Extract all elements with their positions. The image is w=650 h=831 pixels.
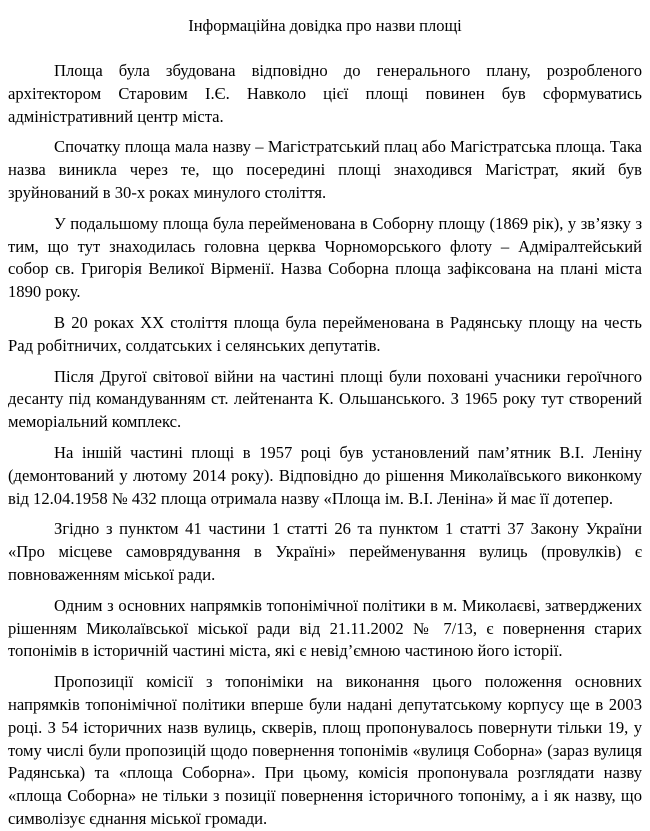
paragraph-6: На іншій частині площі в 1957 році був установлений пам’ятник В.І. Леніну (демонтований у лютому 2014 року). Відповідно до рішення Миколаївського виконкому від 12.04.1958 № 432 площа отримала назву «Площа ім. В.І. Леніна» й має її дотепер. bbox=[8, 442, 642, 508]
paragraph-3: У подальшому площа була перейменована в Соборну площу (1869 рік), у зв’язку з тим, що тут знаходилась головна церква Чорноморського флоту – Адміралтейський собор св. Григорія Великої Вірменії. Назва Соборна площа зафіксована на плані міста 1890 року. bbox=[8, 213, 642, 302]
paragraph-8: Одним з основних напрямків топонімічної політики в м. Миколаєві, затверджених рішенням Миколаївської міської ради від 21.11.2002 № 7/13, є повернення старих топонімів в історичній частині міста, які є невід’ємною частиною його історії. bbox=[8, 595, 642, 661]
paragraph-4: В 20 роках ХХ століття площа була перейменована в Радянську площу на честь Рад робітничих, солдатських і селянських депутатів. bbox=[8, 312, 642, 355]
document-title: Інформаційна довідка про назви площі bbox=[188, 16, 462, 35]
paragraph-2: Спочатку площа мала назву – Магістратський плац або Магістратська площа. Така назва виникла через те, що посередині площі знаходився Магістрат, який був зруйнований в 30-х роках минулого століття. bbox=[8, 137, 642, 202]
paragraph-9: Пропозиції комісії з топоніміки на виконання цього положення основних напрямків топонімічної політики вперше були надані депутатському корпусу ще в 2003 році. З 54 історичних назв вулиць, скверів, площ пропонувалось повернути тільки 19, у тому числі були пропозицій щодо повернення топонімів «вулиця Соборна» (зараз вулиця Радянська) та «площа Соборна». При цьому, комісія пропонувала розглядати назву «площа Соборна» не тільки з позиції повернення історичного топоніму, а і як назву, що символізує єднання міської громади. bbox=[8, 672, 642, 828]
paragraph-7: Згідно з пунктом 41 частини 1 статті 26 та пунктом 1 статті 37 Закону України «Про місцеве самоврядування в Україні» перейменування вулиць (провулків) є повноваженням міської ради. bbox=[8, 519, 642, 584]
paragraph-5: Після Другої світової війни на частині площі були поховані учасники героїчного десанту під командуванням ст. лейтенанта К. Ольшанського. З 1965 року тут створений меморіальний комплекс. bbox=[8, 366, 642, 432]
paragraph-1: Площа була збудована відповідно до генерального плану, розробленого архітектором Старовим І.Є. Навколо цієї площі повинен був сформуватись адміністративний центр міста. bbox=[8, 61, 642, 126]
